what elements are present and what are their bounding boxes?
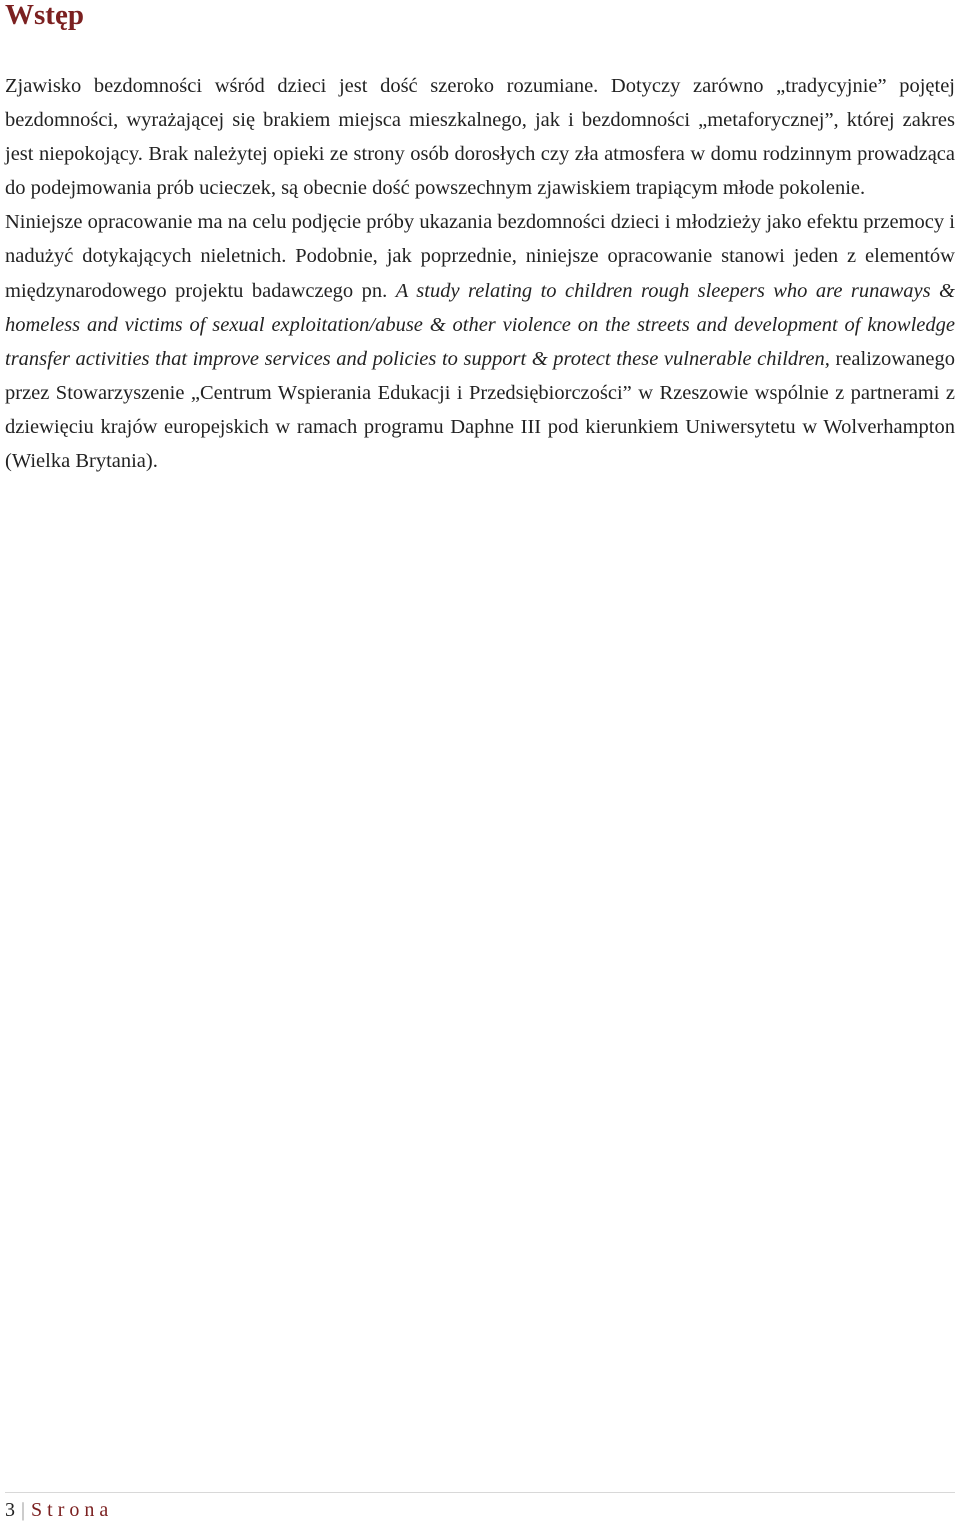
page-label: Strona <box>31 1499 114 1521</box>
footer-divider <box>5 1492 955 1493</box>
footer-separator: | <box>21 1499 26 1521</box>
paragraph-2 <box>5 205 955 478</box>
page-footer <box>5 1497 113 1523</box>
paragraph-1: Zjawisko bezdomności wśród dzieci jest dość szeroko rozumiane. Dotyczy zarówno „tradycyjnie” pojętej bezdomności, wyrażającej się brakiem miejsca mieszkalnego, jak i bezdomności „metaforycznej”, której zakres jest niepokojący. Brak należytej opieki ze strony osób dorosłych czy zła atmosfera w domu rodzinnym prowadząca do podejmowania prób ucieczek, są obecnie dość powszechnym zjawiskiem trapiącym młode pokolenie. <box>5 75 955 200</box>
paragraph-2-text-end: realizowanego przez Stowarzyszenie „Centrum Wspierania Edukacji i Przedsiębiorczości” w Rzeszowie wspólnie z partnerami z dziewięciu krajów europejskich w ramach programu Daphne III pod kierunkiem Uniwersytetu w Wolverhampton (Wielka Brytania). <box>5 347 955 473</box>
page-number: 3 <box>5 1499 15 1521</box>
project-title-italic: A study relating to children rough sleepers who are runaways & homeless and victims of sexual exploitation/abuse & other violence on the streets and development of knowledge transfer activities that improve services and policies to support & protect these vulnerable children, <box>5 279 955 370</box>
section-heading: Wstęp <box>5 0 84 31</box>
body-text <box>5 69 955 478</box>
paragraph-2-text-start: Niniejsze opracowanie ma na celu podjęcie próby ukazania bezdomności dzieci i młodzieży jako efektu przemocy i nadużyć dotykających nieletnich. Podobnie, jak poprzednie, niniejsze opracowanie stanowi jeden z elementów międzynarodowego projektu badawczego pn. <box>5 211 955 302</box>
